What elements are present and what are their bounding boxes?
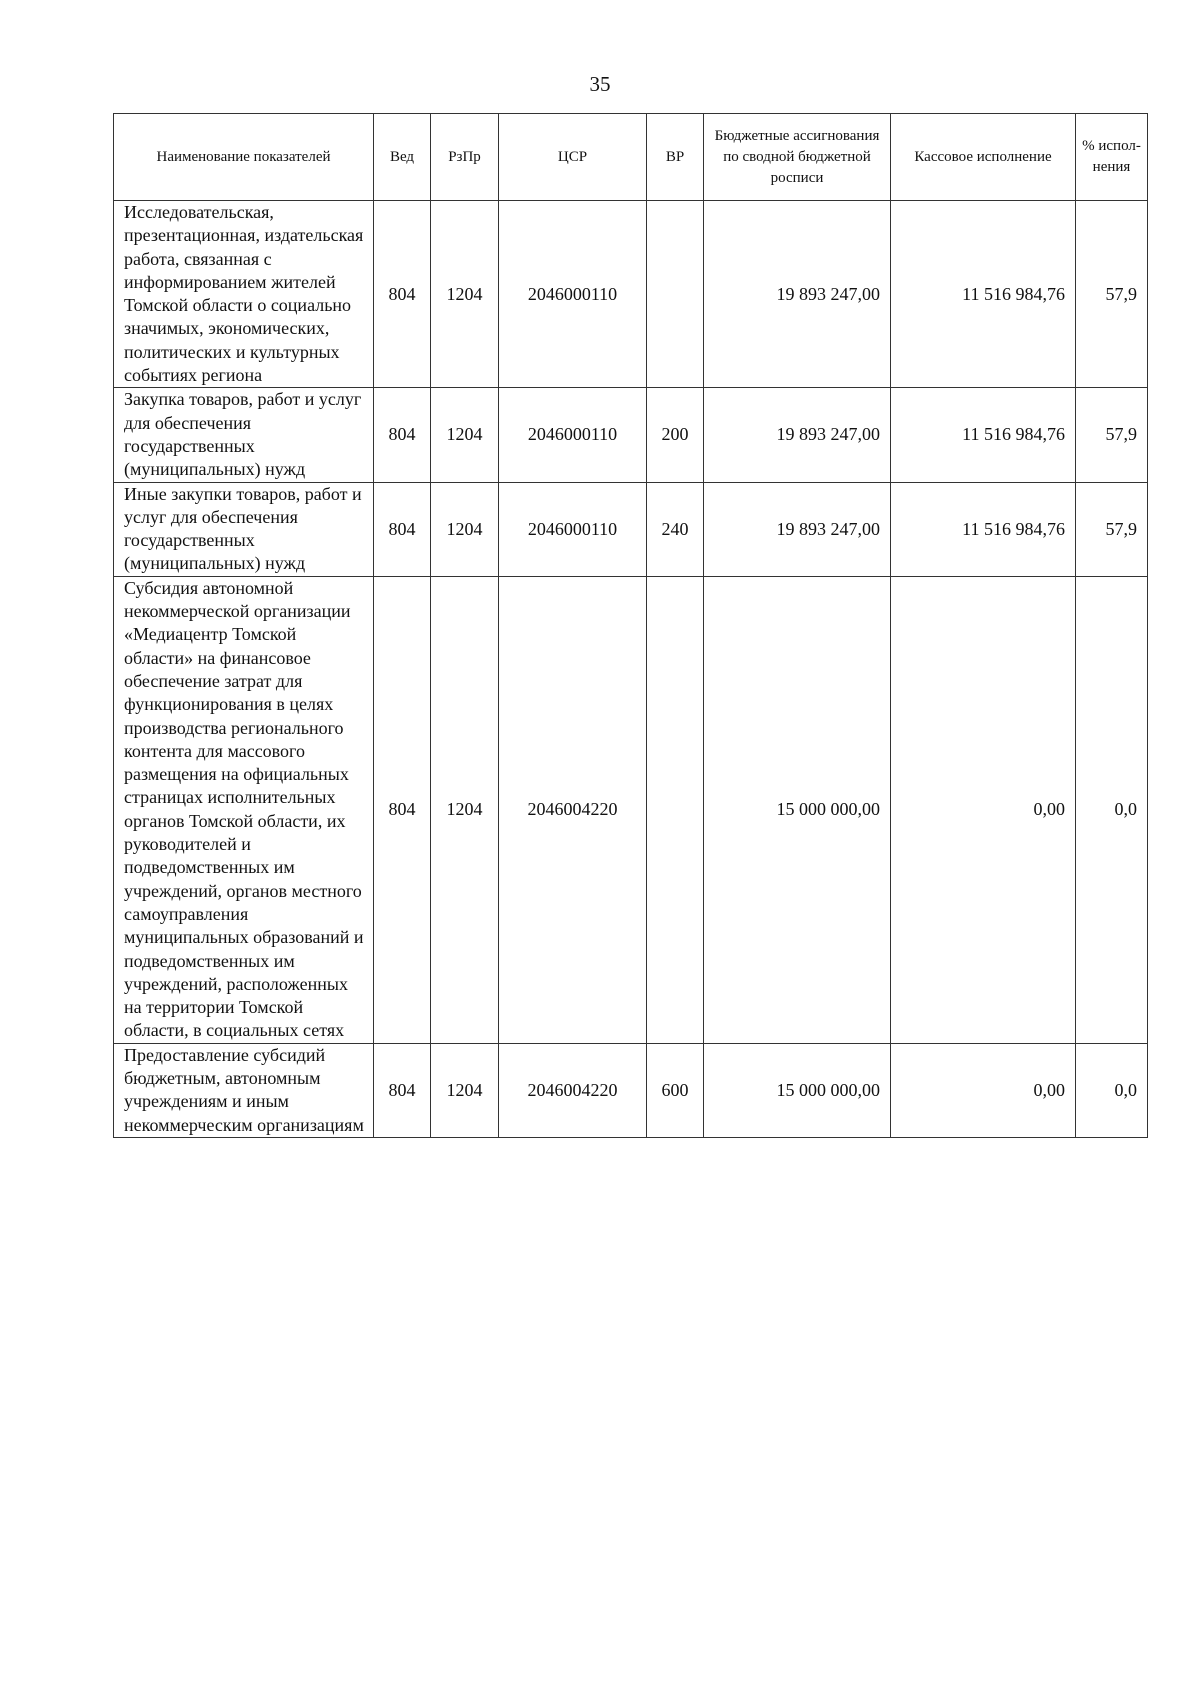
row-vr: 240: [647, 482, 704, 576]
row-cash: 11 516 984,76: [891, 482, 1076, 576]
table-row: [114, 388, 1148, 482]
row-ved: 804: [374, 576, 431, 1043]
row-budget: 19 893 247,00: [704, 388, 891, 482]
header-rzpr: РзПр: [431, 114, 499, 201]
row-vr: 200: [647, 388, 704, 482]
row-name: Исследовательская, презентационная, издательская работа, связанная с информированием жителей Томской области о социально значимых, экономических, политических и культурных событиях региона: [114, 201, 374, 388]
header-row: [114, 114, 1148, 201]
row-rzpr: 1204: [431, 482, 499, 576]
row-ved: 804: [374, 201, 431, 388]
page-number: 35: [589, 72, 611, 96]
header-name: Наименование показателей: [114, 114, 374, 201]
row-rzpr: 1204: [431, 201, 499, 388]
row-name: Иные закупки товаров, работ и услуг для обеспечения государственных (муниципальных) нужд: [114, 482, 374, 576]
row-csr: 2046004220: [499, 576, 647, 1043]
row-csr: 2046000110: [499, 201, 647, 388]
row-rzpr: 1204: [431, 576, 499, 1043]
row-vr: [647, 576, 704, 1043]
row-cash: 0,00: [891, 576, 1076, 1043]
row-name: Закупка товаров, работ и услуг для обеспечения государственных (муниципальных) нужд: [114, 388, 374, 482]
row-name: Предоставление субсидий бюджетным, автономным учреждениям и иным некоммерческим организациям: [114, 1043, 374, 1137]
table-row: [114, 201, 1148, 388]
row-budget: 15 000 000,00: [704, 1043, 891, 1137]
table-row: [114, 1043, 1148, 1137]
header-csr: ЦСР: [499, 114, 647, 201]
row-percent: 0,0: [1076, 576, 1148, 1043]
header-cash: Кассовое исполнение: [891, 114, 1076, 201]
row-cash: 11 516 984,76: [891, 201, 1076, 388]
row-budget: 19 893 247,00: [704, 482, 891, 576]
row-cash: 11 516 984,76: [891, 388, 1076, 482]
row-csr: 2046000110: [499, 388, 647, 482]
row-percent: 57,9: [1076, 388, 1148, 482]
row-percent: 57,9: [1076, 201, 1148, 388]
table-row: [114, 576, 1148, 1043]
header-vr: ВР: [647, 114, 704, 201]
budget-execution-table: [113, 113, 1148, 1138]
row-percent: 0,0: [1076, 1043, 1148, 1137]
row-vr: 600: [647, 1043, 704, 1137]
row-rzpr: 1204: [431, 1043, 499, 1137]
row-ved: 804: [374, 388, 431, 482]
row-csr: 2046000110: [499, 482, 647, 576]
row-ved: 804: [374, 1043, 431, 1137]
row-budget: 15 000 000,00: [704, 576, 891, 1043]
row-ved: 804: [374, 482, 431, 576]
header-percent: % испол-нения: [1076, 114, 1148, 201]
row-percent: 57,9: [1076, 482, 1148, 576]
row-name: Субсидия автономной некоммерческой организации «Медиацентр Томской области» на финансовое обеспечение затрат для функционирования в целях производства регионального контента для массового размещения на официальных страницах исполнительных органов Томской области, их руководителей и подведомственных им учреждений, органов местного самоуправления муниципальных образований и подведомственных им учреждений, расположенных на территории Томской области, в социальных сетях: [114, 576, 374, 1043]
table-row: [114, 482, 1148, 576]
row-budget: 19 893 247,00: [704, 201, 891, 388]
row-cash: 0,00: [891, 1043, 1076, 1137]
header-budget: Бюджетные ассигнования по сводной бюджетной росписи: [704, 114, 891, 201]
header-ved: Вед: [374, 114, 431, 201]
row-csr: 2046004220: [499, 1043, 647, 1137]
row-rzpr: 1204: [431, 388, 499, 482]
row-vr: [647, 201, 704, 388]
